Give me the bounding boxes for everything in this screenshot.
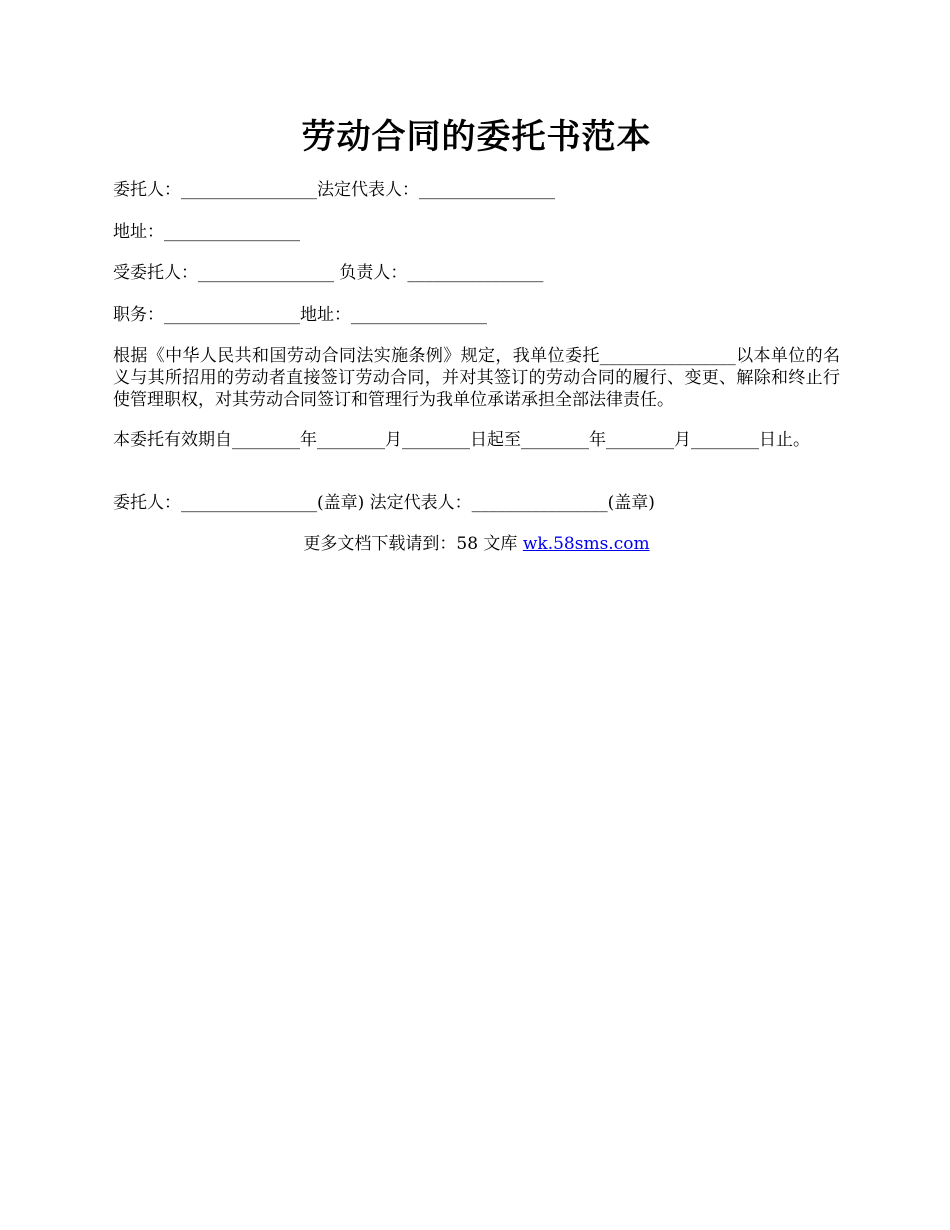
validity-period-paragraph: 本委托有效期自________年________月________日起至________年________月________日止。: [113, 430, 810, 450]
document-title: 劳动合同的委托书范本: [301, 117, 652, 157]
signature-line: 委托人：________________(盖章) 法定代表人：________________(盖章): [113, 493, 655, 513]
footer-link[interactable]: wk.58sms.com: [522, 534, 650, 554]
authorization-paragraph: 根据《中华人民共和国劳动合同法实施条例》规定，我单位委托________________以本单位的名义与其所招用的劳动者直接签订劳动合同，并对其签订的劳动合同的履行、变更、解除和终止行使管理职权，对其劳动合同签订和管理行为我单位承诺承担全部法律责任。: [113, 346, 840, 410]
agent-line: 受委托人：________________ 负责人：________________: [113, 263, 544, 283]
document-page: [113, 112, 840, 554]
footer-prefix: 更多文档下载请到：58 文库: [303, 534, 523, 554]
download-footer: [113, 533, 840, 555]
principal-line: 委托人：________________法定代表人：________________: [113, 180, 555, 200]
position-address-line: 职务：________________地址：________________: [113, 305, 487, 325]
principal-address-line: 地址：________________: [113, 222, 300, 242]
